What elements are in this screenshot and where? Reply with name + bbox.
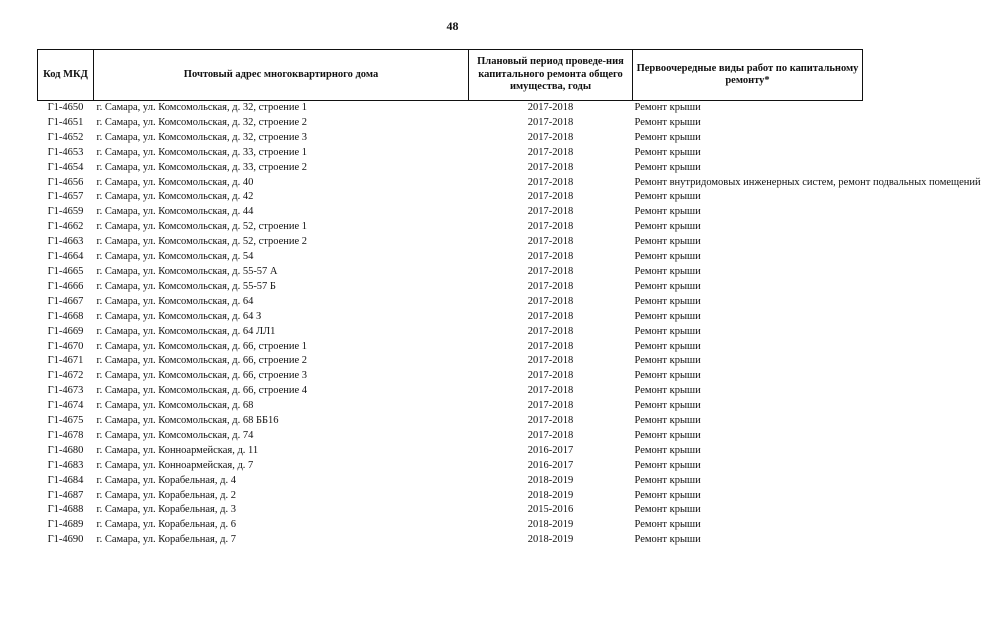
cell-works: Ремонт крыши <box>634 519 701 531</box>
table-row <box>38 533 863 548</box>
table-row <box>38 384 863 399</box>
table-row <box>38 265 863 280</box>
table-row <box>38 205 863 220</box>
cell-address: г. Самара, ул. Комсомольская, д. 55-57 А <box>96 265 278 277</box>
table-row <box>38 414 863 429</box>
cell-period: 2018-2019 <box>527 534 574 546</box>
table-row <box>38 518 863 533</box>
page-number: 48 <box>446 19 459 33</box>
cell-address: г. Самара, ул. Комсомольская, д. 64 <box>96 295 254 307</box>
cell-code: Г1-4680 <box>47 444 84 456</box>
cell-code: Г1-4654 <box>47 161 84 173</box>
cell-works: Ремонт крыши <box>634 325 701 337</box>
cell-address: г. Самара, ул. Комсомольская, д. 32, строение 1 <box>96 102 308 113</box>
cell-period: 2017-2018 <box>527 280 574 292</box>
cell-code: Г1-4651 <box>47 116 84 128</box>
cell-code: Г1-4662 <box>47 221 84 233</box>
table-row <box>38 146 863 161</box>
cell-code: Г1-4674 <box>47 400 84 412</box>
cell-works: Ремонт крыши <box>634 534 701 546</box>
table-row <box>38 444 863 459</box>
cell-code: Г1-4673 <box>47 385 84 397</box>
cell-code: Г1-4665 <box>47 265 84 277</box>
cell-works: Ремонт крыши <box>634 459 701 471</box>
cell-works: Ремонт внутридомовых инженерных систем, ремонт подвальных помещений <box>634 176 981 188</box>
cell-period: 2017-2018 <box>527 221 574 233</box>
cell-code: Г1-4684 <box>47 474 84 486</box>
cell-period: 2017-2018 <box>527 415 574 427</box>
cell-code: Г1-4664 <box>47 251 84 263</box>
cell-period: 2017-2018 <box>527 102 574 113</box>
table-row <box>38 340 863 355</box>
header-period: Плановый период проведе-ния капитального ремонта общего имущества, годы <box>469 50 633 101</box>
table-row <box>38 220 863 235</box>
cell-period: 2017-2018 <box>527 325 574 337</box>
table-row <box>38 489 863 504</box>
header-code: Код МКД <box>38 50 94 101</box>
table-row <box>38 399 863 414</box>
table-row <box>38 190 863 205</box>
cell-address: г. Самара, ул. Комсомольская, д. 32, строение 2 <box>96 116 308 128</box>
cell-period: 2017-2018 <box>527 206 574 218</box>
cell-period: 2017-2018 <box>527 176 574 188</box>
cell-works: Ремонт крыши <box>634 295 701 307</box>
cell-period: 2017-2018 <box>527 295 574 307</box>
cell-period: 2017-2018 <box>527 355 574 367</box>
cell-works: Ремонт крыши <box>634 355 701 367</box>
cell-code: Г1-4689 <box>47 519 84 531</box>
cell-period: 2017-2018 <box>527 400 574 412</box>
table-row <box>38 325 863 340</box>
cell-works: Ремонт крыши <box>634 265 701 277</box>
cell-period: 2018-2019 <box>527 489 574 501</box>
table-row <box>38 474 863 489</box>
header-address: Почтовый адрес многоквартирного дома <box>94 50 469 101</box>
table-row <box>38 131 863 146</box>
cell-code: Г1-4652 <box>47 131 84 143</box>
table-row <box>38 161 863 176</box>
cell-address: г. Самара, ул. Корабельная, д. 3 <box>96 504 236 516</box>
cell-address: г. Самара, ул. Комсомольская, д. 66, строение 1 <box>96 340 308 352</box>
cell-period: 2017-2018 <box>527 236 574 248</box>
cell-period: 2017-2018 <box>527 370 574 382</box>
cell-address: г. Самара, ул. Комсомольская, д. 68 <box>96 400 254 412</box>
table-row <box>38 116 863 131</box>
cell-works: Ремонт крыши <box>634 221 701 233</box>
cell-period: 2017-2018 <box>527 251 574 263</box>
cell-code: Г1-4678 <box>47 429 84 441</box>
cell-works: Ремонт крыши <box>634 340 701 352</box>
table-row <box>38 429 863 444</box>
cell-address: г. Самара, ул. Комсомольская, д. 55-57 Б <box>96 280 276 292</box>
cell-address: г. Самара, ул. Комсомольская, д. 74 <box>96 429 254 441</box>
cell-works: Ремонт крыши <box>634 370 701 382</box>
cell-address: г. Самара, ул. Корабельная, д. 6 <box>96 519 236 531</box>
cell-code: Г1-4687 <box>47 489 84 501</box>
cell-period: 2017-2018 <box>527 131 574 143</box>
cell-code: Г1-4666 <box>47 280 84 292</box>
table-row <box>38 354 863 369</box>
cell-code: Г1-4650 <box>47 102 84 113</box>
cell-works: Ремонт крыши <box>634 161 701 173</box>
cell-code: Г1-4667 <box>47 295 84 307</box>
table-row <box>38 369 863 384</box>
table-row <box>38 280 863 295</box>
cell-works: Ремонт крыши <box>634 206 701 218</box>
cell-works: Ремонт крыши <box>634 415 701 427</box>
table-row <box>38 459 863 474</box>
cell-works: Ремонт крыши <box>634 310 701 322</box>
cell-code: Г1-4672 <box>47 370 84 382</box>
cell-code: Г1-4670 <box>47 340 84 352</box>
cell-code: Г1-4690 <box>47 534 84 546</box>
cell-address: г. Самара, ул. Корабельная, д. 2 <box>96 489 236 501</box>
cell-period: 2016-2017 <box>527 459 574 471</box>
cell-address: г. Самара, ул. Корабельная, д. 4 <box>96 474 236 486</box>
cell-works: Ремонт крыши <box>634 146 701 158</box>
cell-code: Г1-4688 <box>47 504 84 516</box>
cell-works: Ремонт крыши <box>634 102 701 113</box>
capital-repair-table <box>37 49 981 548</box>
cell-code: Г1-4656 <box>47 176 84 188</box>
cell-address: г. Самара, ул. Комсомольская, д. 68 ББ16 <box>96 415 279 427</box>
table-body <box>38 101 981 549</box>
cell-address: г. Самара, ул. Комсомольская, д. 32, строение 3 <box>96 131 308 143</box>
table-row <box>38 235 863 250</box>
cell-works: Ремонт крыши <box>634 385 701 397</box>
cell-address: г. Самара, ул. Комсомольская, д. 54 <box>96 251 254 263</box>
cell-works: Ремонт крыши <box>634 429 701 441</box>
cell-period: 2017-2018 <box>527 116 574 128</box>
cell-period: 2018-2019 <box>527 474 574 486</box>
cell-works: Ремонт крыши <box>634 280 701 292</box>
cell-period: 2017-2018 <box>527 146 574 158</box>
table-row <box>38 176 863 191</box>
cell-period: 2017-2018 <box>527 191 574 203</box>
cell-works: Ремонт крыши <box>634 489 701 501</box>
cell-works: Ремонт крыши <box>634 251 701 263</box>
cell-address: г. Самара, ул. Корабельная, д. 7 <box>96 534 236 546</box>
cell-code: Г1-4668 <box>47 310 84 322</box>
cell-code: Г1-4669 <box>47 325 84 337</box>
cell-code: Г1-4653 <box>47 146 84 158</box>
cell-works: Ремонт крыши <box>634 191 701 203</box>
cell-period: 2017-2018 <box>527 385 574 397</box>
cell-address: г. Самара, ул. Комсомольская, д. 66, строение 2 <box>96 355 308 367</box>
cell-works: Ремонт крыши <box>634 444 701 456</box>
cell-code: Г1-4683 <box>47 459 84 471</box>
cell-address: г. Самара, ул. Комсомольская, д. 44 <box>96 206 254 218</box>
cell-works: Ремонт крыши <box>634 116 701 128</box>
cell-address: г. Самара, ул. Комсомольская, д. 66, строение 4 <box>96 385 308 397</box>
cell-period: 2017-2018 <box>527 310 574 322</box>
cell-address: г. Самара, ул. Комсомольская, д. 33, строение 1 <box>96 146 308 158</box>
cell-address: г. Самара, ул. Комсомольская, д. 64 З <box>96 310 262 322</box>
cell-address: г. Самара, ул. Комсомольская, д. 52, строение 2 <box>96 236 308 248</box>
cell-period: 2016-2017 <box>527 444 574 456</box>
cell-period: 2017-2018 <box>527 161 574 173</box>
cell-address: г. Самара, ул. Комсомольская, д. 64 ЛЛ1 <box>96 325 276 337</box>
cell-code: Г1-4675 <box>47 415 84 427</box>
table-row <box>38 503 863 518</box>
table-row <box>38 295 863 310</box>
cell-period: 2015-2016 <box>527 504 574 516</box>
cell-works: Ремонт крыши <box>634 474 701 486</box>
cell-code: Г1-4663 <box>47 236 84 248</box>
cell-period: 2017-2018 <box>527 429 574 441</box>
cell-period: 2017-2018 <box>527 340 574 352</box>
table-row <box>38 101 863 116</box>
cell-address: г. Самара, ул. Комсомольская, д. 52, строение 1 <box>96 221 308 233</box>
cell-address: г. Самара, ул. Комсомольская, д. 40 <box>96 176 254 188</box>
table-header <box>38 50 863 101</box>
cell-code: Г1-4671 <box>47 355 84 367</box>
cell-works: Ремонт крыши <box>634 236 701 248</box>
cell-code: Г1-4659 <box>47 206 84 218</box>
header-row <box>38 50 863 101</box>
cell-code: Г1-4657 <box>47 191 84 203</box>
cell-address: г. Самара, ул. Конноармейская, д. 7 <box>96 459 254 471</box>
cell-works: Ремонт крыши <box>634 131 701 143</box>
cell-works: Ремонт крыши <box>634 400 701 412</box>
header-works: Первоочередные виды работ по капитальному ремонту* <box>633 50 863 101</box>
cell-period: 2018-2019 <box>527 519 574 531</box>
cell-address: г. Самара, ул. Комсомольская, д. 33, строение 2 <box>96 161 308 173</box>
table-row <box>38 310 863 325</box>
cell-address: г. Самара, ул. Комсомольская, д. 66, строение 3 <box>96 370 308 382</box>
table-row <box>38 250 863 265</box>
cell-period: 2017-2018 <box>527 265 574 277</box>
cell-works: Ремонт крыши <box>634 504 701 516</box>
cell-address: г. Самара, ул. Комсомольская, д. 42 <box>96 191 254 203</box>
cell-address: г. Самара, ул. Конноармейская, д. 11 <box>96 444 259 456</box>
